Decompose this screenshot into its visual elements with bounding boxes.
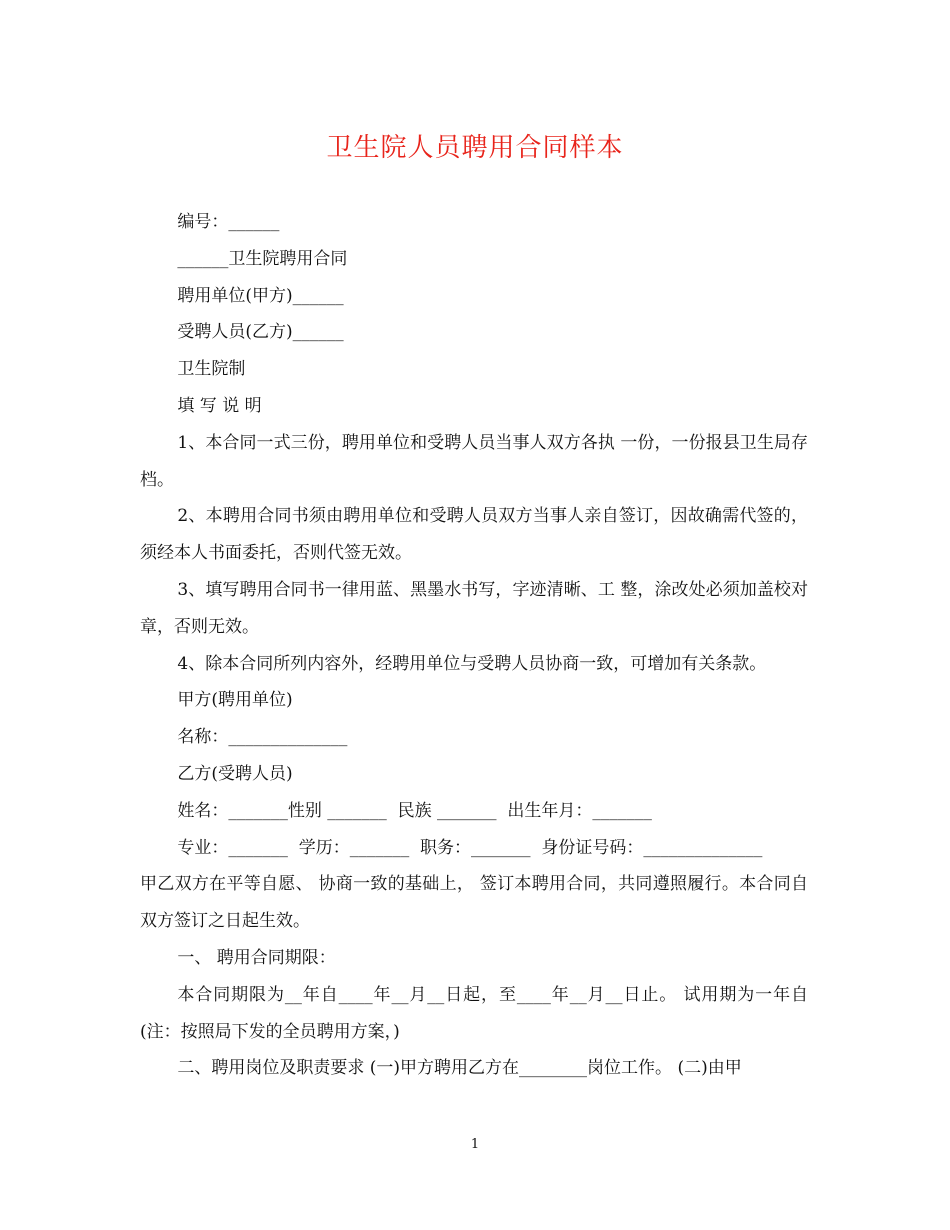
document-body: [140, 204, 814, 1087]
term-paragraph: 本合同期限为__年自____年__月__日起，至____年__月__日止。 试用期为一年自 (注：按照局下发的全员聘用方案，): [140, 984, 814, 1042]
party-a-heading: 甲方(聘用单位): [177, 690, 293, 711]
section-1-heading: 一、 聘用合同期限：: [177, 947, 336, 968]
party-b-profession-line: 专业：_______ 学历：_______ 职务：_______ 身份证号码：______________: [177, 837, 763, 858]
employer-line: 聘用单位(甲方)______: [177, 285, 344, 306]
instruction-item-4: 4、除本合同所列内容外，经聘用单位与受聘人员协商一致，可增加有关条款。: [177, 653, 767, 674]
party-b-personal-line: 姓名：_______性别 _______ 民族 _______ 出生年月：_______: [177, 800, 652, 821]
instructions-heading: 填 写 说 明: [177, 395, 262, 416]
document-title: 卫生院人员聘用合同样本: [326, 133, 624, 163]
instruction-item-2: 2、本聘用合同书须由聘用单位和受聘人员双方当事人亲自签订，因故确需代签的，须经本人书面委托，否则代签无效。: [140, 506, 808, 564]
instruction-item-3: 3、填写聘用合同书一律用蓝、黑墨水书写，字迹清晰、工 整，涂改处必须加盖校对章，否则无效。: [140, 579, 808, 637]
contract-number-line: 编号：______: [177, 212, 280, 232]
agreement-paragraph: 甲乙双方在平等自愿、 协商一致的基础上， 签订本聘用合同，共同遵照履行。本合同自双方签订之日起生效。: [140, 874, 808, 932]
instruction-item-1: 1、本合同一式三份，聘用单位和受聘人员当事人双方各执 一份，一份报县卫生局存档。: [140, 432, 808, 490]
issuer-line: 卫生院制: [177, 359, 246, 380]
employee-line: 受聘人员(乙方)______: [177, 322, 344, 343]
contract-name-line: ______卫生院聘用合同: [177, 248, 348, 269]
party-a-name-line: 名称：______________: [177, 727, 348, 748]
page-number: 1: [470, 1137, 480, 1152]
party-b-heading: 乙方(受聘人员): [177, 763, 293, 784]
section-2-paragraph: 二、聘用岗位及职责要求 (一)甲方聘用乙方在________岗位工作。 (二)由甲: [177, 1058, 742, 1079]
